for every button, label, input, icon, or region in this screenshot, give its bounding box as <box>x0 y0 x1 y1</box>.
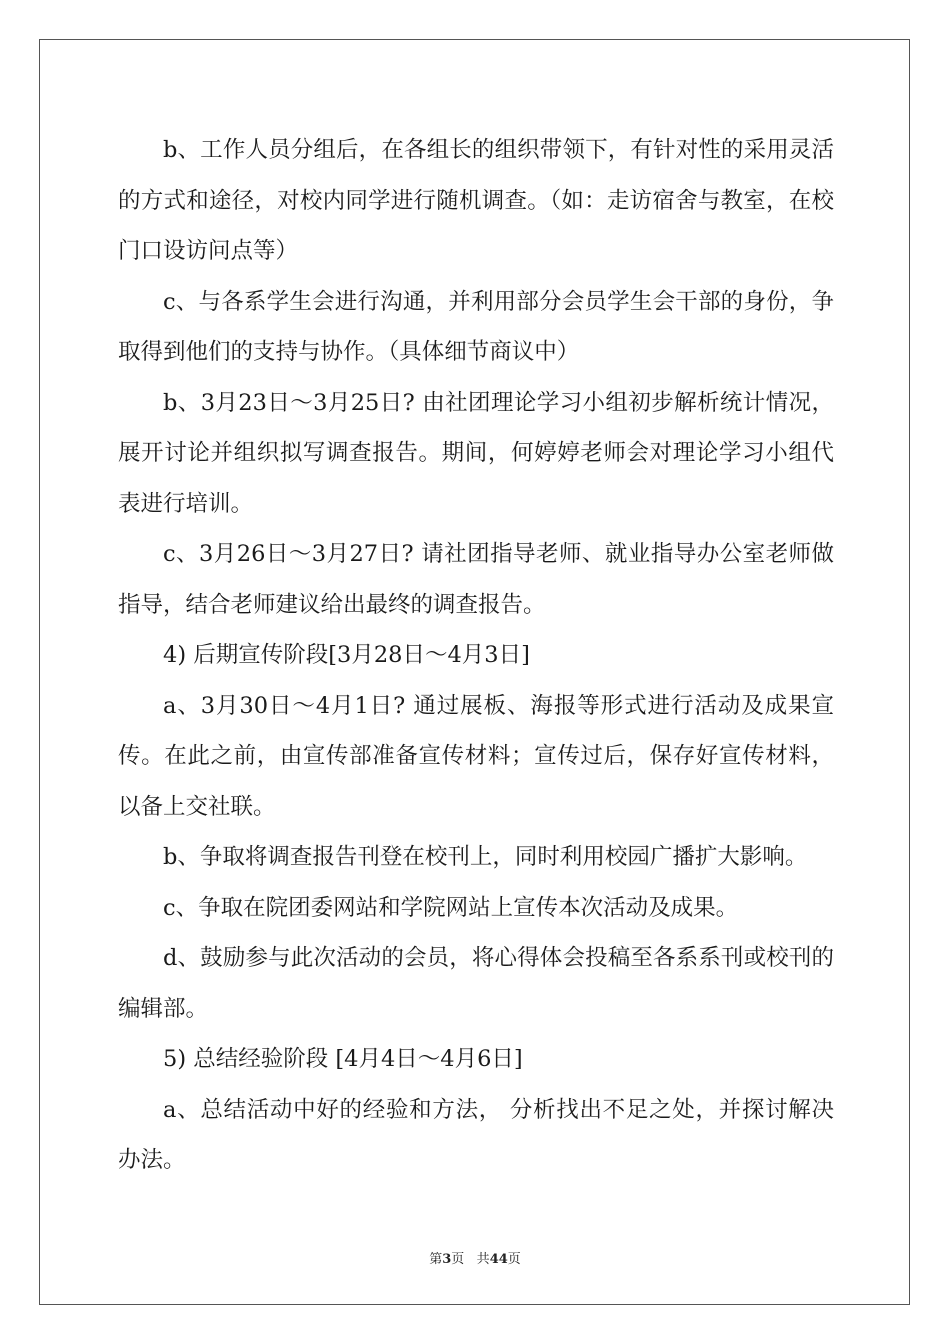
total-prefix: 共 <box>476 1252 490 1267</box>
paragraph: b、争取将调查报告刊登在校刊上，同时利用校园广播扩大影响。 <box>163 844 808 870</box>
section-heading: 5) 总结经验阶段 [4月4日～4月6日] <box>163 1046 523 1072</box>
paragraph: c、3月26日～3月27日? 请社团指导老师、就业指导办公室老师做指导，结合老师建议给出最终的调查报告。 <box>118 541 834 618</box>
total-suffix: 页 <box>507 1252 521 1267</box>
total-pages: 44 <box>489 1252 508 1267</box>
paragraph: a、3月30日～4月1日? 通过展板、海报等形式进行活动及成果宣传。在此之前，由宣传部准备宣传材料；宣传过后，保存好宣传材料，以备上交社联。 <box>118 692 834 820</box>
paragraph: d、鼓励参与此次活动的会员，将心得体会投稿至各系系刊或校刊的编辑部。 <box>118 945 834 1022</box>
document-body <box>118 125 834 1186</box>
page-footer <box>0 1248 950 1267</box>
paragraph: c、争取在院团委网站和学院网站上宣传本次活动及成果。 <box>163 894 739 921</box>
page-number: 3 <box>442 1252 452 1267</box>
paragraph: b、3月23日～3月25日? 由社团理论学习小组初步解析统计情况，展开讨论并组织拟写调查报告。期间，何婷婷老师会对理论学习小组代表进行培训。 <box>118 389 834 517</box>
section-heading: 4) 后期宣传阶段[3月28日～4月3日] <box>163 642 530 668</box>
page-suffix: 页 <box>451 1252 465 1267</box>
paragraph: a、总结活动中好的经验和方法， 分析找出不足之处，并探讨解决办法。 <box>118 1096 834 1173</box>
page-prefix: 第 <box>429 1252 443 1267</box>
paragraph: c、与各系学生会进行沟通，并利用部分会员学生会干部的身份，争取得到他们的支持与协作。（具体细节商议中） <box>118 288 834 365</box>
paragraph: b、工作人员分组后，在各组长的组织带领下，有针对性的采用灵活的方式和途径，对校内同学进行随机调查。（如：走访宿舍与教室，在校门口设访问点等） <box>118 137 834 264</box>
